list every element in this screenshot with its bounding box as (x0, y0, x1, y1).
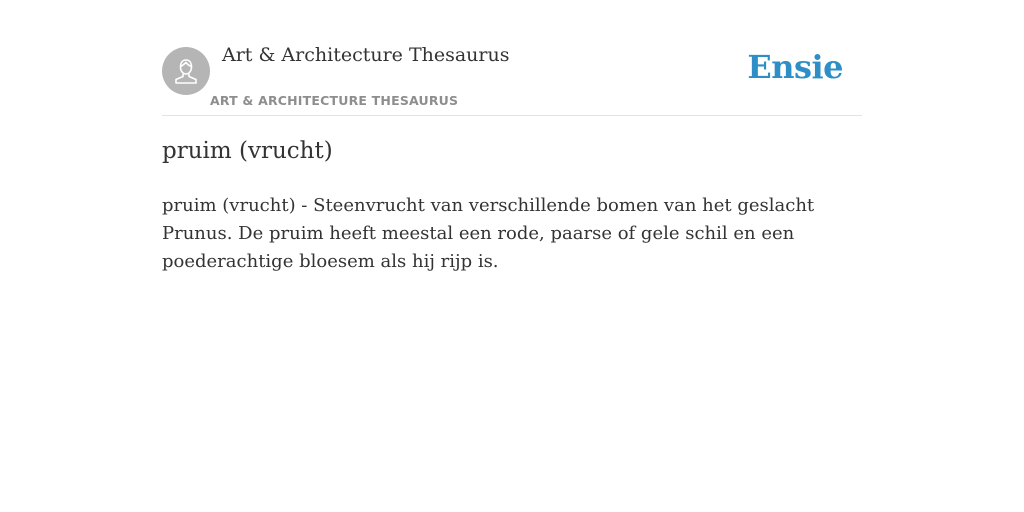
source-label[interactable]: ART & ARCHITECTURE THESAURUS (210, 93, 459, 108)
entry-title: pruim (vrucht) (162, 138, 333, 164)
author-name[interactable]: Art & Architecture Thesaurus (222, 44, 510, 66)
avatar[interactable] (162, 47, 210, 95)
entry-card (162, 0, 862, 272)
user-silhouette-icon (171, 56, 201, 86)
entry-header (162, 0, 862, 116)
entry-definition: pruim (vrucht) - Steenvrucht van verschillende bomen van het geslacht Prunus. De pruim heeft meestal een rode, paarse of gele schil en een poederachtige bloesem als hij rijp is. (162, 195, 815, 272)
ensie-logo-link[interactable]: Ensie (747, 48, 843, 86)
